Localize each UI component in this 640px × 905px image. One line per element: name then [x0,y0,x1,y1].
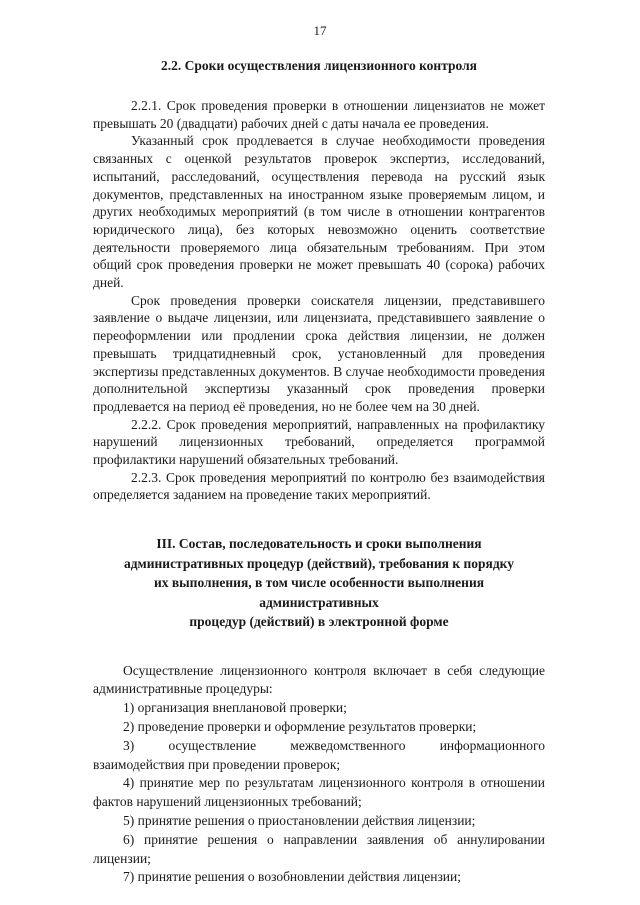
procedure-item: 4) принятие мер по результатам лицензионного контроля в отношении фактов нарушений лицензионных требований; [93,775,545,810]
procedure-item: 1) организация внеплановой проверки; [123,700,347,716]
chapter-heading-line-1: III. Состав, последовательность и сроки выполнения [156,536,482,552]
chapter-intro: Осуществление лицензионного контроля включает в себя следующие административные процедуры: [93,662,545,697]
chapter-heading-line-4: процедур (действий) в электронной форме [189,614,449,630]
paragraph-2-2-1: 2.2.1. Срок проведения проверки в отношении лицензиатов не может превышать 20 (двадцати) рабочих дней с даты начала ее проведения. [93,98,545,131]
chapter-heading-line-3: их выполнения, в том числе особенности выполнения административных [153,575,485,610]
paragraph-extension: Указанный срок продлевается в случае необходимости проведения связанных с оценкой результатов проверок экспертиз, исследований, испытаний, расследований, осуществления перевода на русский язык документов, представленных на иностранном языке проверяемым лицом, и других необходимых мероприятий (в том числе в отношении контрагентов юридического лица), без которых невозможно оценить соответствие деятельности проверяемого лица обязательным требованиям. При этом общий срок проведения проверки не может превышать 40 (сорока) рабочих дней. [93,133,545,291]
paragraph-2-2-3: 2.2.3. Срок проведения мероприятий по контролю без взаимодействия определяется заданием на проведение таких мероприятий. [93,469,545,503]
page-content [93,57,545,887]
procedure-item: 3) осуществление межведомственного информационного взаимодействия при проведении проверок; [93,737,545,772]
section-heading: 2.2. Сроки осуществления лицензионного контроля [161,58,477,73]
page-number: 17 [313,23,327,38]
chapter-heading-line-2: административных процедур (действий), требования к порядку [123,555,515,571]
procedure-item: 2) проведение проверки и оформление результатов проверки; [123,719,477,735]
paragraph-applicant-term: Срок проведения проверки соискателя лицензии, представившего заявление о выдаче лицензии, или лицензиата, представившего заявление о переоформлении или продлении срока действия лицензии, не должен превышать тридцатидневный срок, установленный для проведения экспертизы представленных документов. В случае необходимости проведения дополнительной экспертизы указанный срок проведения проверки продлевается на период её проведения, но не более чем на 30 дней. [93,292,545,414]
procedure-item: 5) принятие решения о приостановлении действия лицензии; [123,813,476,829]
paragraph-2-2-2: 2.2.2. Срок проведения мероприятий, направленных на профилактику нарушений лицензионных требований, определяется программой профилактики нарушений обязательных требований. [93,416,545,468]
procedure-item: 6) принятие решения о направлении заявления об аннулировании лицензии; [93,831,545,866]
procedure-item: 7) принятие решения о возобновлении действия лицензии; [123,869,461,885]
